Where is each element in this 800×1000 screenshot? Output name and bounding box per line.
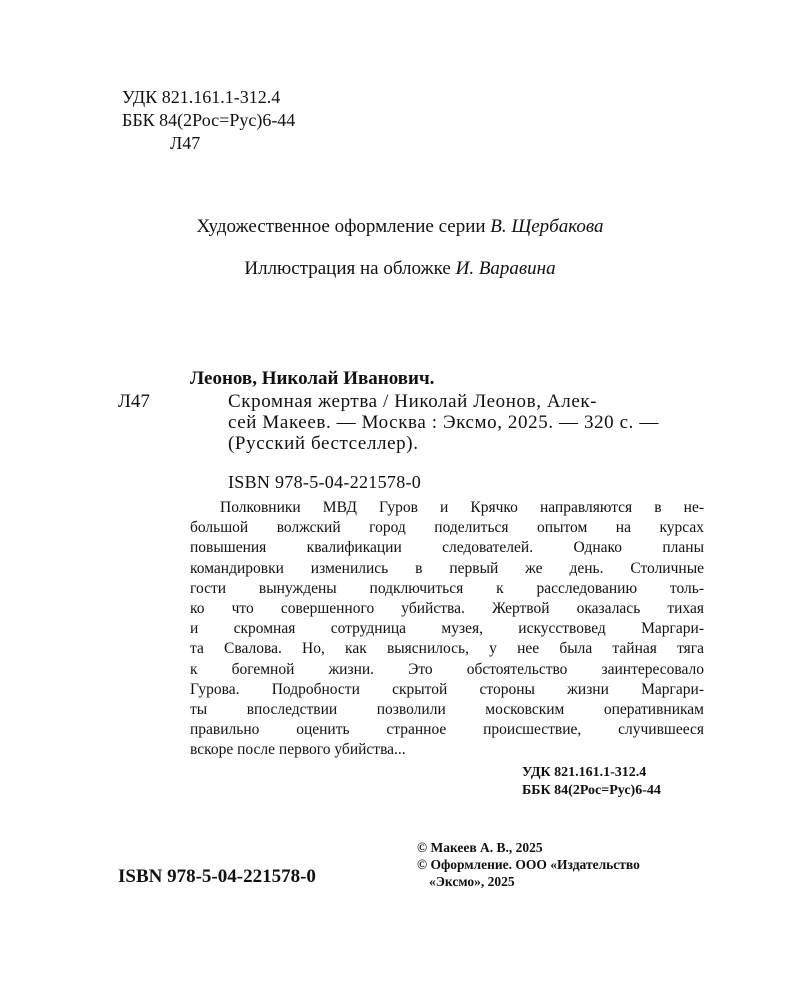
footer-isbn: ISBN 978-5-04-221578-0 [118, 866, 316, 887]
bibliographic-description [228, 391, 659, 454]
record-classification-codes [522, 764, 661, 800]
cover-illustration-name: И. Варавина [455, 258, 556, 279]
annotation-line: та Свалова. Но, как выяснилось, у нее была тайная тяга [190, 640, 704, 658]
udk-code: УДК 821.161.1-312.4 [122, 87, 281, 107]
series-design-name: В. Щербакова [490, 216, 604, 237]
annotation-line: гости вынуждены подключиться к расследованию толь- [190, 579, 704, 597]
annotation-line: ко что совершенного убийства. Жертвой оказалась тихая [190, 600, 704, 618]
annotation-line: командировки изменились в первый же день. Столичные [190, 559, 704, 577]
cover-illustration-label: Иллюстрация на обложке [244, 258, 451, 279]
copyright-design: © Оформление. ООО «Издательство [417, 857, 640, 872]
annotation-line: повышения квалификации следователей. Однако планы [190, 539, 704, 557]
copyright-block [417, 839, 640, 890]
copyright-author: © Макеев А. В., 2025 [417, 840, 543, 855]
series-design-label: Художественное оформление серии [196, 216, 486, 237]
annotation-line: ты впоследствии позволили московским оперативникам [190, 701, 704, 719]
annotation-line: к богемной жизни. Это обстоятельство заинтересовало [190, 660, 704, 678]
author-heading: Леонов, Николай Иванович. [190, 368, 435, 389]
annotation-line: и скромная сотрудница музея, искусствовед Маргари- [190, 620, 704, 638]
record-udk-code: УДК 821.161.1-312.4 [522, 765, 647, 780]
bbk-code: ББК 84(2Рос=Рус)6-44 [122, 110, 296, 130]
annotation-line: большой волжский город поделиться опытом на курсах [190, 519, 704, 537]
annotation-line: правильно оценить странное происшествие, случившееся [190, 721, 704, 739]
author-mark: Л47 [170, 133, 201, 153]
classification-codes [122, 86, 295, 155]
cover-illustration-credit [0, 258, 800, 280]
record-bbk-code: ББК 84(2Рос=Рус)6-44 [522, 783, 661, 798]
annotation [190, 498, 704, 761]
series-design-credit [0, 216, 800, 238]
record-author-mark: Л47 [118, 391, 150, 412]
description-line: (Русский бестселлер). [228, 433, 419, 454]
description-line: сей Макеев. — Москва : Эксмо, 2025. — 320 с. — [228, 412, 659, 433]
annotation-line: вскоре после первого убийства... [190, 741, 406, 759]
annotation-line: Гурова. Подробности скрытой стороны жизни Маргари- [190, 680, 704, 698]
description-line: Скромная жертва / Николай Леонов, Алек- [228, 391, 598, 412]
copyright-design-cont: «Эксмо», 2025 [429, 874, 515, 889]
annotation-line: Полковники МВД Гуров и Крячко направляются в не- [220, 499, 704, 516]
record-isbn: ISBN 978-5-04-221578-0 [228, 472, 422, 492]
